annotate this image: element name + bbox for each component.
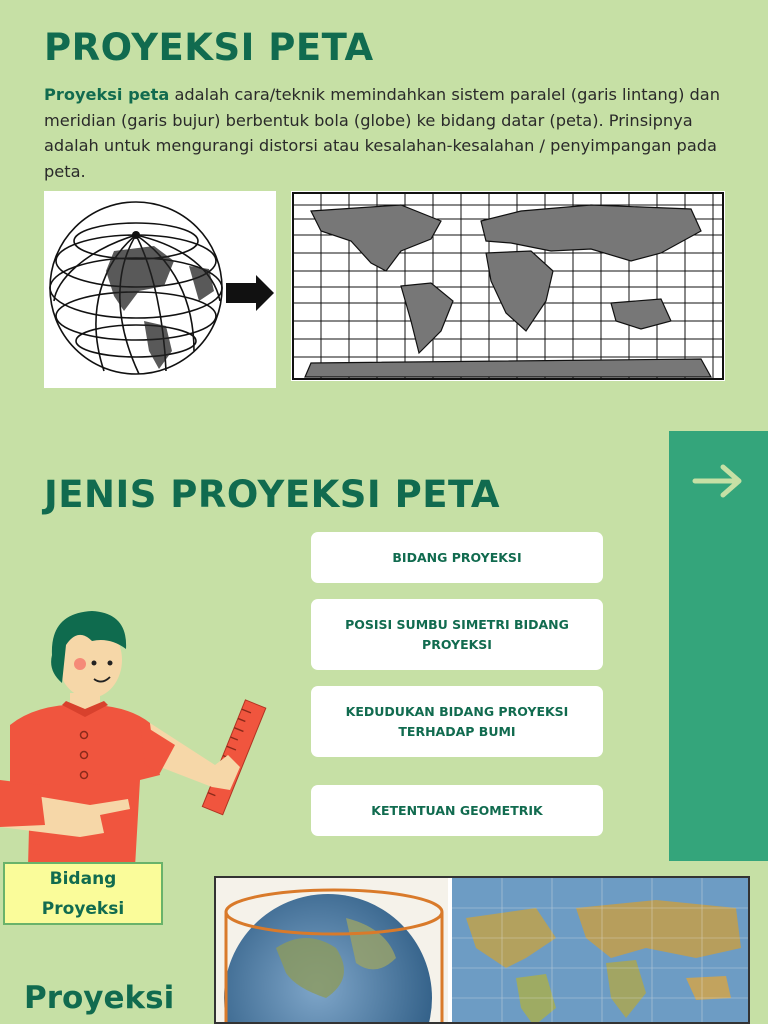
caption-label	[3, 862, 163, 925]
footer-title: Proyeksi	[24, 980, 175, 1016]
arrow-right-icon[interactable]	[691, 461, 747, 501]
option-bidang-proyeksi[interactable]: BIDANG PROYEKSI	[311, 532, 603, 583]
world-map-illustration	[291, 191, 725, 381]
section-title: JENIS PROYEKSI PETA	[44, 473, 500, 516]
teacher-illustration	[0, 605, 280, 867]
option-posisi-sumbu[interactable]: POSISI SUMBU SIMETRI BIDANG PROYEKSI	[311, 599, 603, 670]
intro-term: Proyeksi peta	[44, 85, 170, 104]
intro-paragraph	[44, 82, 734, 184]
page-title: PROYEKSI PETA	[44, 26, 374, 69]
caption-line-2: Proyeksi	[41, 898, 125, 919]
caption-line-1: Bidang	[49, 868, 117, 889]
next-panel[interactable]	[669, 431, 768, 861]
globe-illustration	[44, 191, 276, 388]
option-kedudukan-bidang[interactable]: KEDUDUKAN BIDANG PROYEKSI TERHADAP BUMI	[311, 686, 603, 757]
option-ketentuan-geometrik[interactable]: KETENTUAN GEOMETRIK	[311, 785, 603, 836]
intro-text: adalah cara/teknik memindahkan sistem paralel (garis lintang) dan meridian (garis bujur) berbentuk bola (globe) ke bidang datar (peta). Prinsipnya adalah untuk mengurangi distorsi atau kesalahan-kesalahan / penyimpangan pada peta.	[44, 85, 720, 181]
projection-photos	[214, 876, 750, 1024]
